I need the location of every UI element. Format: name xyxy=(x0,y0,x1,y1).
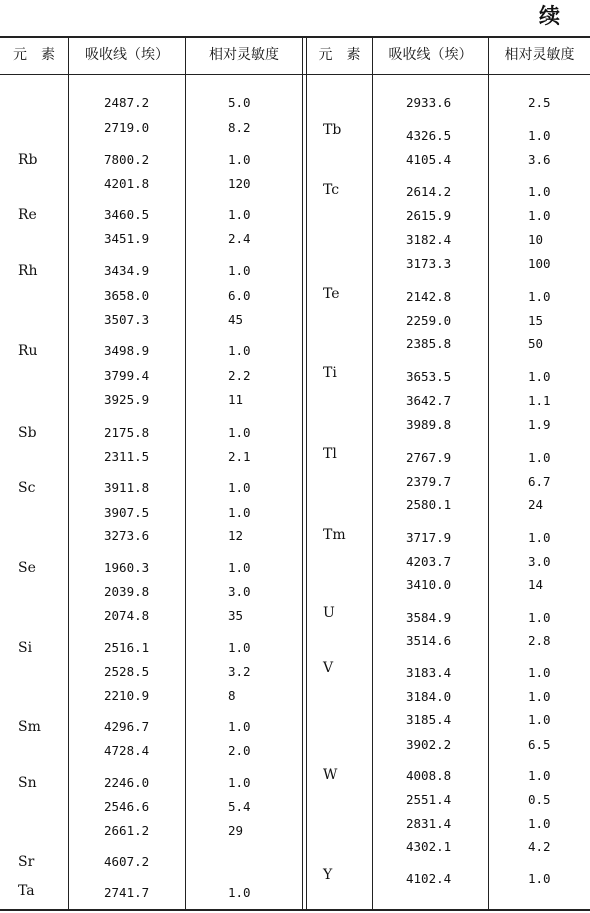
relative-sensitivity-value: 2.5 xyxy=(528,95,551,110)
element-symbol: Sn xyxy=(18,775,37,791)
absorption-line-value: 1960.3 xyxy=(104,560,150,575)
column-divider xyxy=(68,37,69,909)
relative-sensitivity-value: 1.0 xyxy=(528,610,551,625)
relative-sensitivity-value: 1.0 xyxy=(228,640,251,655)
relative-sensitivity-value: 1.0 xyxy=(528,184,551,199)
relative-sensitivity-value: 50 xyxy=(528,336,544,351)
absorption-line-value: 2379.7 xyxy=(406,474,452,489)
element-symbol: Sr xyxy=(18,854,35,870)
relative-sensitivity-value: 3.0 xyxy=(528,554,551,569)
absorption-line-value: 3498.9 xyxy=(104,343,150,358)
absorption-line-value: 2546.6 xyxy=(104,799,150,814)
absorption-line-value: 2142.8 xyxy=(406,289,452,304)
absorption-line-value: 2039.8 xyxy=(104,584,150,599)
absorption-line-value: 2259.0 xyxy=(406,313,452,328)
relative-sensitivity-value: 12 xyxy=(228,528,244,543)
relative-sensitivity-value: 2.0 xyxy=(228,743,251,758)
relative-sensitivity-value: 35 xyxy=(228,608,244,623)
absorption-line-value: 3410.0 xyxy=(406,577,452,592)
table-top-rule xyxy=(0,36,590,38)
relative-sensitivity-value: 2.1 xyxy=(228,449,251,464)
relative-sensitivity-value: 120 xyxy=(228,176,251,191)
relative-sensitivity-value: 2.2 xyxy=(228,368,251,383)
absorption-line-value: 2210.9 xyxy=(104,688,150,703)
absorption-line-value: 4607.2 xyxy=(104,854,150,869)
relative-sensitivity-value: 1.0 xyxy=(528,450,551,465)
absorption-line-value: 3183.4 xyxy=(406,665,452,680)
relative-sensitivity-value: 6.0 xyxy=(228,288,251,303)
absorption-line-value: 4296.7 xyxy=(104,719,150,734)
relative-sensitivity-value: 3.2 xyxy=(228,664,251,679)
relative-sensitivity-value: 1.0 xyxy=(528,816,551,831)
element-symbol: Sc xyxy=(18,480,36,496)
absorption-line-value: 2074.8 xyxy=(104,608,150,623)
relative-sensitivity-value: 1.0 xyxy=(528,768,551,783)
absorption-line-value: 3658.0 xyxy=(104,288,150,303)
element-symbol: V xyxy=(323,660,334,676)
header-wavelength-right: 吸收线（埃） xyxy=(388,47,473,63)
relative-sensitivity-value: 2.4 xyxy=(228,231,251,246)
relative-sensitivity-value: 1.0 xyxy=(228,343,251,358)
absorption-line-value: 2661.2 xyxy=(104,823,150,838)
relative-sensitivity-value: 1.0 xyxy=(528,871,551,886)
absorption-line-value: 2741.7 xyxy=(104,885,150,900)
relative-sensitivity-value: 1.0 xyxy=(228,885,251,900)
column-divider xyxy=(185,37,186,909)
relative-sensitivity-value: 1.0 xyxy=(228,775,251,790)
element-symbol: Rb xyxy=(18,152,38,168)
absorption-line-value: 2614.2 xyxy=(406,184,452,199)
absorption-line-value: 4102.4 xyxy=(406,871,452,886)
absorption-line-value: 2831.4 xyxy=(406,816,452,831)
relative-sensitivity-value: 4.2 xyxy=(528,839,551,854)
relative-sensitivity-value: 5.0 xyxy=(228,95,251,110)
element-symbol: Se xyxy=(18,560,36,576)
relative-sensitivity-value: 6.5 xyxy=(528,737,551,752)
absorption-line-value: 4008.8 xyxy=(406,768,452,783)
header-sensitivity-left: 相对灵敏度 xyxy=(209,47,279,63)
element-symbol: Tl xyxy=(323,446,337,462)
relative-sensitivity-value: 1.0 xyxy=(228,263,251,278)
relative-sensitivity-value: 1.9 xyxy=(528,417,551,432)
header-wavelength-left: 吸收线（埃） xyxy=(85,47,169,63)
absorption-line-value: 2311.5 xyxy=(104,449,150,464)
absorption-line-value: 2175.8 xyxy=(104,425,150,440)
relative-sensitivity-value: 1.0 xyxy=(528,665,551,680)
element-symbol: Rh xyxy=(18,263,38,279)
absorption-line-value: 2516.1 xyxy=(104,640,150,655)
absorption-line-value: 2246.0 xyxy=(104,775,150,790)
relative-sensitivity-value: 45 xyxy=(228,312,244,327)
relative-sensitivity-value: 1.0 xyxy=(528,128,551,143)
absorption-line-value: 2487.2 xyxy=(104,95,150,110)
column-divider xyxy=(372,37,373,909)
header-sensitivity-right: 相对灵敏度 xyxy=(504,47,575,63)
absorption-line-value: 4302.1 xyxy=(406,839,452,854)
element-symbol: Ta xyxy=(18,883,35,899)
relative-sensitivity-value: 1.0 xyxy=(228,425,251,440)
absorption-line-value: 3514.6 xyxy=(406,633,452,648)
absorption-line-value: 3584.9 xyxy=(406,610,452,625)
element-symbol: Tm xyxy=(323,527,346,543)
relative-sensitivity-value: 24 xyxy=(528,497,544,512)
column-divider xyxy=(488,37,489,909)
absorption-line-value: 3902.2 xyxy=(406,737,452,752)
absorption-line-value: 7800.2 xyxy=(104,152,150,167)
element-symbol: Si xyxy=(18,640,33,656)
relative-sensitivity-value: 1.0 xyxy=(528,530,551,545)
relative-sensitivity-value: 15 xyxy=(528,313,544,328)
header-bottom-rule xyxy=(0,74,590,75)
relative-sensitivity-value: 100 xyxy=(528,256,551,271)
relative-sensitivity-value: 1.0 xyxy=(228,560,251,575)
absorption-line-value: 3799.4 xyxy=(104,368,150,383)
absorption-line-value: 3717.9 xyxy=(406,530,452,545)
absorption-line-value: 3185.4 xyxy=(406,712,452,727)
absorption-line-value: 4203.7 xyxy=(406,554,452,569)
absorption-line-value: 4326.5 xyxy=(406,128,452,143)
element-symbol: Ru xyxy=(18,343,38,359)
relative-sensitivity-value: 1.0 xyxy=(528,689,551,704)
relative-sensitivity-value: 3.0 xyxy=(228,584,251,599)
relative-sensitivity-value: 14 xyxy=(528,577,544,592)
element-symbol: Sm xyxy=(18,719,41,735)
relative-sensitivity-value: 3.6 xyxy=(528,152,551,167)
header-element-right: 元 素 xyxy=(318,47,361,63)
element-symbol: Ti xyxy=(323,365,337,381)
element-symbol: Tc xyxy=(323,182,340,198)
absorption-line-value: 2551.4 xyxy=(406,792,452,807)
absorption-line-value: 3173.3 xyxy=(406,256,452,271)
relative-sensitivity-value: 11 xyxy=(228,392,244,407)
element-symbol: Re xyxy=(18,207,37,223)
relative-sensitivity-value: 2.8 xyxy=(528,633,551,648)
absorption-line-value: 3451.9 xyxy=(104,231,150,246)
element-symbol: Sb xyxy=(18,425,37,441)
relative-sensitivity-value: 6.7 xyxy=(528,474,551,489)
relative-sensitivity-value: 1.0 xyxy=(528,369,551,384)
relative-sensitivity-value: 1.0 xyxy=(528,208,551,223)
absorption-line-value: 3925.9 xyxy=(104,392,150,407)
element-symbol: Y xyxy=(323,867,333,883)
absorption-line-value: 2719.0 xyxy=(104,120,150,135)
absorption-line-value: 3184.0 xyxy=(406,689,452,704)
absorption-line-value: 4728.4 xyxy=(104,743,150,758)
absorption-line-value: 3434.9 xyxy=(104,263,150,278)
absorption-line-value: 3507.3 xyxy=(104,312,150,327)
element-symbol: U xyxy=(323,605,335,621)
relative-sensitivity-value: 1.0 xyxy=(528,712,551,727)
relative-sensitivity-value: 1.0 xyxy=(528,289,551,304)
absorption-line-value: 3907.5 xyxy=(104,505,150,520)
table-bottom-rule xyxy=(0,909,590,911)
header-element-left: 元 素 xyxy=(13,47,55,63)
relative-sensitivity-value: 29 xyxy=(228,823,244,838)
absorption-line-value: 3642.7 xyxy=(406,393,452,408)
absorption-line-value: 2528.5 xyxy=(104,664,150,679)
relative-sensitivity-value: 1.0 xyxy=(228,152,251,167)
relative-sensitivity-value: 1.0 xyxy=(228,505,251,520)
element-symbol: Te xyxy=(323,286,340,302)
absorption-line-value: 3460.5 xyxy=(104,207,150,222)
relative-sensitivity-value: 1.0 xyxy=(228,207,251,222)
absorption-line-value: 3653.5 xyxy=(406,369,452,384)
absorption-line-value: 2615.9 xyxy=(406,208,452,223)
center-double-divider xyxy=(302,37,303,909)
relative-sensitivity-value: 5.4 xyxy=(228,799,251,814)
absorption-line-value: 3989.8 xyxy=(406,417,452,432)
absorption-line-value: 4201.8 xyxy=(104,176,150,191)
relative-sensitivity-value: 8.2 xyxy=(228,120,251,135)
relative-sensitivity-value: 0.5 xyxy=(528,792,551,807)
center-double-divider xyxy=(306,37,307,909)
element-symbol: Tb xyxy=(323,122,342,138)
continued-label: 续 xyxy=(539,4,560,28)
absorption-line-value: 2385.8 xyxy=(406,336,452,351)
relative-sensitivity-value: 10 xyxy=(528,232,544,247)
relative-sensitivity-value: 1.0 xyxy=(228,480,251,495)
absorption-line-value: 2580.1 xyxy=(406,497,452,512)
relative-sensitivity-value: 1.1 xyxy=(528,393,551,408)
absorption-line-value: 4105.4 xyxy=(406,152,452,167)
element-symbol: W xyxy=(323,767,338,783)
absorption-line-value: 2933.6 xyxy=(406,95,452,110)
absorption-line-value: 2767.9 xyxy=(406,450,452,465)
absorption-line-value: 3182.4 xyxy=(406,232,452,247)
relative-sensitivity-value: 1.0 xyxy=(228,719,251,734)
absorption-line-value: 3911.8 xyxy=(104,480,150,495)
absorption-line-value: 3273.6 xyxy=(104,528,150,543)
relative-sensitivity-value: 8 xyxy=(228,688,236,703)
